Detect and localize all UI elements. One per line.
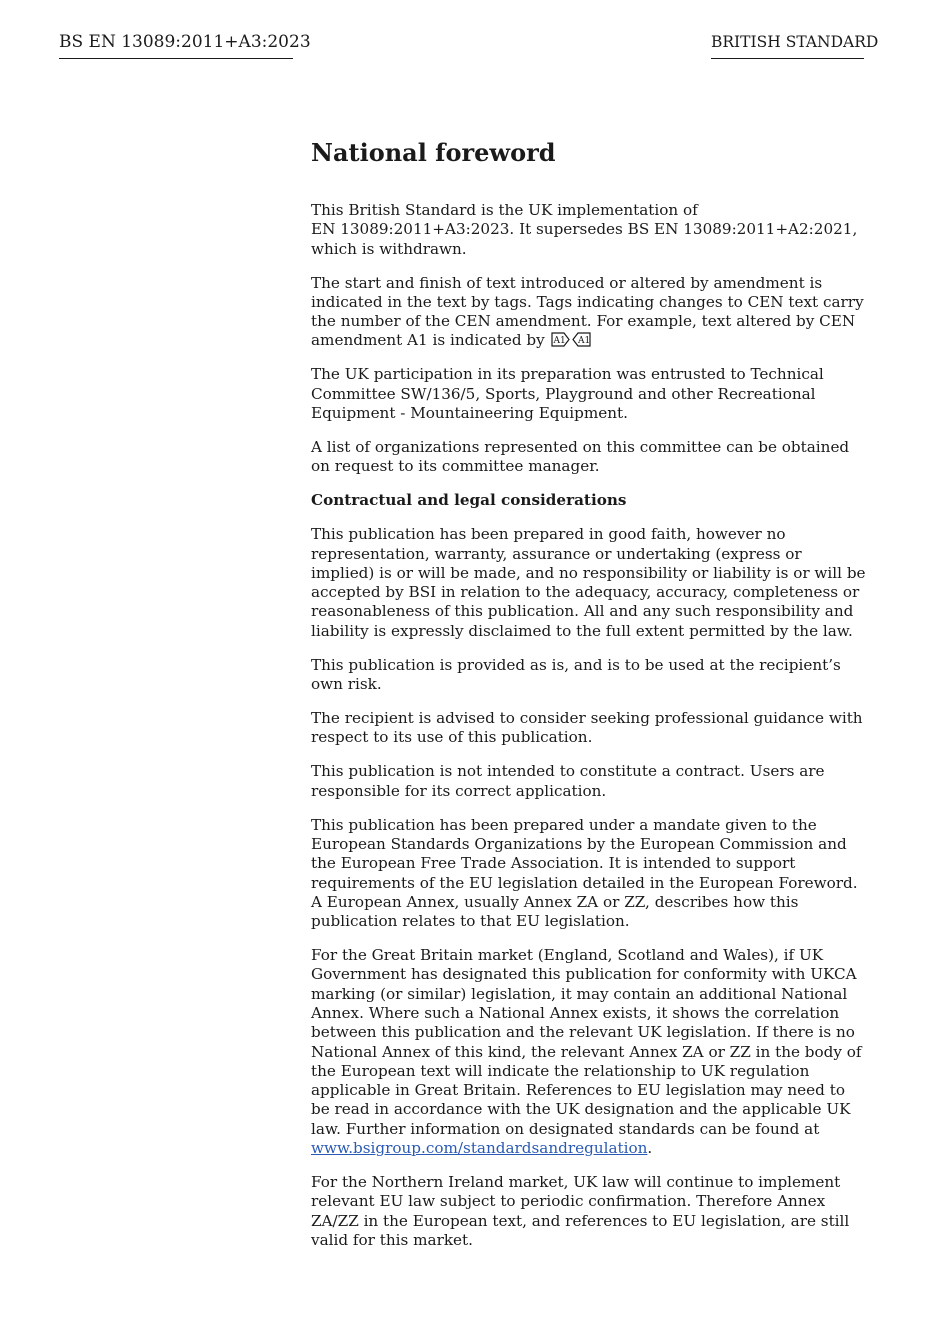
amendment-end-tag-icon [572, 332, 591, 347]
paragraph-not-contract: This publication is not intended to constitute a contract. Users are responsible for its correct application. [311, 762, 825, 800]
paragraph-own-risk: This publication is provided as is, and is to be used at the recipient’s own risk. [311, 655, 841, 694]
great-britain-text: For the Great Britain market (England, Scotland and Wales), if UK Government has designated this publication for conformity with UKCA marking (or similar) legislation, it may contain an additional National Annex. Where such a National Annex exists, it shows the correlation between this publication and the relevant UK legislation. If there is no National Annex of this kind, the relevant Annex ZA or ZZ in the body of the European text will indicate the relationship to UK regulation applicable in Great Britain. References to EU legislation may need to be read in accordance with the UK designation and the applicable UK law. Further information on designated standards can be found at [311, 946, 862, 1138]
paragraph-mandate: This publication has been prepared under a mandate given to the European Standards Organizations by the European Commission and the European Free Trade Association. It is intended to support requirements of the EU legislation detailed in the European Foreword. A European Annex, usually Annex ZA or ZZ, describes how this publication relates to that EU legislation. [311, 815, 858, 931]
amendment-start-tag-label: A1 [553, 336, 566, 347]
paragraph-northern-ireland: For the Northern Ireland market, UK law will continue to implement relevant EU law subject to periodic confirmation. Therefore Annex ZA/ZZ in the European text, and references to EU legislation, are still valid for this market. [311, 1173, 850, 1249]
paragraph-implementation-line1: This British Standard is the UK implementation of [311, 201, 698, 219]
paragraph-amendment-tags [311, 274, 867, 351]
amendment-start-tag-icon [551, 332, 570, 347]
amendment-tags-text: The start and finish of text introduced or altered by amendment is indicated in the text by tags. Tags indicating changes to CEN text carry the number of the CEN amendment. For example, text altered by CEN amendment A1 is indicated by [311, 273, 864, 350]
paragraph-guidance: The recipient is advised to consider seeking professional guidance with respect to its use of this publication. [311, 709, 863, 747]
great-britain-end: . [647, 1139, 653, 1158]
standard-series-label: BRITISH STANDARD [711, 31, 864, 59]
paragraph-committee: The UK participation in its preparation was entrusted to Technical Committee SW/136/5, Sports, Playground and other Recreational Equipment - Mountaineering Equipment. [311, 365, 824, 423]
paragraph-implementation-line2: EN 13089:2011+A3:2023. It supersedes BS EN 13089:2011+A2:2021, which is withdrawn. [311, 220, 858, 258]
paragraph-great-britain [311, 946, 867, 1158]
amendment-end-tag-label: A1 [577, 336, 590, 347]
bsi-standards-link[interactable]: www.bsigroup.com/standardsandregulation [311, 1139, 648, 1158]
section-heading-contractual: Contractual and legal considerations [311, 491, 627, 510]
paragraph-organizations: A list of organizations represented on this committee can be obtained on request to its committee manager. [311, 438, 850, 476]
document-identifier: BS EN 13089:2011+A3:2023 [59, 31, 293, 59]
paragraph-good-faith: This publication has been prepared in good faith, however no representation, warranty, assurance or undertaking (express or implied) is or will be made, and no responsibility or liability is or will be accepted by BSI in relation to the adequacy, accuracy, completeness or reasonableness of this publication. All and any such responsibility and liability is expressly disclaimed to the full extent permitted by the law. [311, 525, 866, 640]
paragraph-implementation [311, 201, 867, 259]
main-content [311, 136, 867, 1265]
page-title: National foreword [311, 138, 556, 167]
